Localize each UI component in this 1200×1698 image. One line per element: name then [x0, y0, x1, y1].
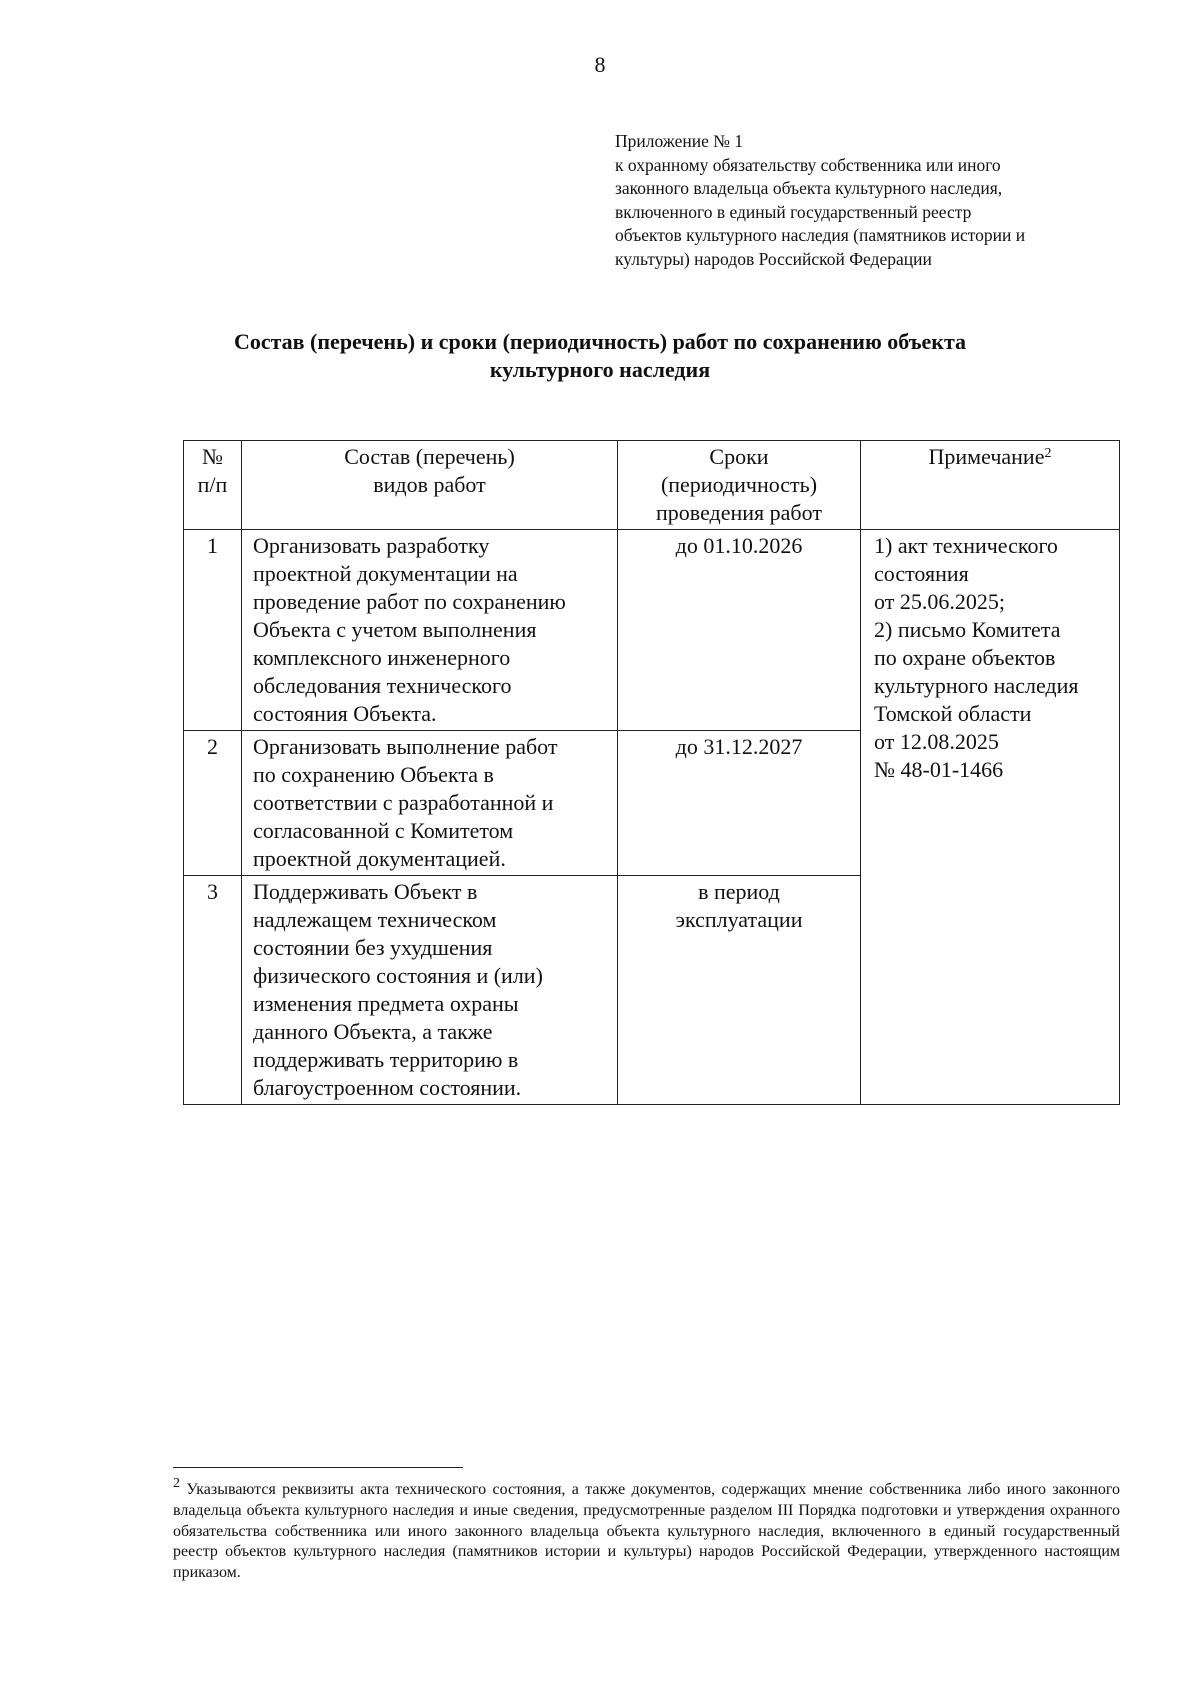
- footnote-marker: 2: [173, 1476, 180, 1491]
- title-line: культурного наследия: [489, 357, 711, 382]
- footnote-ref: 2: [1044, 446, 1052, 461]
- annex-line: Приложение № 1: [615, 131, 744, 151]
- header-line: Состав (перечень): [344, 444, 515, 469]
- row-term: [618, 530, 861, 731]
- note-line: Томской области: [874, 701, 1032, 726]
- cell-line: по сохранению Объекта в: [253, 762, 494, 787]
- footnote-separator: [173, 1467, 463, 1468]
- note-line: от 12.08.2025: [874, 729, 999, 754]
- cell-line: данного Объекта, а также: [253, 1019, 493, 1044]
- annex-line: законного владельца объекта культурного наследия,: [615, 178, 1003, 199]
- header-line: проведения работ: [656, 500, 822, 525]
- cell-line: соответствии с разработанной и: [253, 790, 554, 815]
- header-term: [618, 441, 861, 530]
- cell-line: надлежащем техническом: [253, 907, 497, 932]
- works-table: [183, 440, 1120, 1105]
- page-number: 8: [594, 52, 606, 77]
- footnote: [173, 1476, 1121, 1584]
- note-line: по охране объектов: [874, 645, 1056, 670]
- cell-line: обследования технического: [253, 673, 512, 698]
- note-line: 1) акт технического: [874, 533, 1058, 558]
- table-row: [184, 530, 1120, 731]
- annex-line: включенного в единый государственный реестр: [615, 201, 972, 222]
- cell-line: эксплуатации: [675, 907, 803, 932]
- row-term: [618, 731, 861, 876]
- row-note: [861, 530, 1120, 1105]
- title-line: Состав (перечень) и сроки (периодичность) работ по сохранению объекта: [233, 329, 967, 354]
- note-line: 2) письмо Комитета: [874, 617, 1061, 642]
- cell-line: комплексного инженерного: [253, 645, 511, 670]
- table-header-row: [184, 441, 1120, 530]
- row-term: [618, 876, 861, 1105]
- cell-line: в период: [698, 879, 780, 904]
- note-line: от 25.06.2025;: [874, 589, 1005, 614]
- header-note: [861, 441, 1120, 530]
- cell-line: проектной документации на: [253, 561, 518, 586]
- row-works: [242, 876, 618, 1105]
- annex-line: к охранному обязательству собственника или иного: [615, 154, 1001, 175]
- cell-line: Организовать разработку: [253, 533, 490, 558]
- annex-line: культуры) народов Российской Федерации: [615, 248, 932, 269]
- cell-line: состоянии без ухудшения: [253, 935, 493, 960]
- cell-line: до 01.10.2026: [675, 533, 803, 558]
- annex-line: объектов культурного наследия (памятников истории и: [615, 225, 1026, 246]
- cell-line: благоустроенном состоянии.: [253, 1075, 522, 1100]
- row-num: 1: [184, 530, 242, 731]
- cell-line: Поддерживать Объект в: [253, 879, 478, 904]
- row-works: [242, 731, 618, 876]
- cell-line: Организовать выполнение работ: [253, 734, 558, 759]
- cell-line: поддерживать территорию в: [253, 1047, 519, 1072]
- cell-line: Объекта с учетом выполнения: [253, 617, 537, 642]
- cell-line: физического состояния и (или): [253, 963, 543, 988]
- annex-header: [615, 130, 1115, 272]
- row-works: [242, 530, 618, 731]
- header-line: №: [202, 444, 223, 469]
- footnote-text: Указываются реквизиты акта технического состояния, а также документов, содержащих мнение собственника либо иного законного владельца объекта культурного наследия и иные сведения, предусмотренные разделом III Порядка подготовки и утверждения охранного обязательства собственника или иного законного владельца объекта культурного наследия, включенного в единый государственный реестр объектов культурного наследия (памятников истории и культуры) народов Российской Федерации, утвержденного настоящим приказом.: [173, 1481, 1121, 1582]
- header-line: Сроки: [709, 444, 769, 469]
- cell-line: до 31.12.2027: [675, 734, 803, 759]
- header-num: [184, 441, 242, 530]
- header-line: видов работ: [373, 472, 486, 497]
- cell-line: состояния Объекта.: [253, 701, 437, 726]
- cell-line: проектной документацией.: [253, 846, 506, 871]
- cell-line: изменения предмета охраны: [253, 991, 519, 1016]
- header-line: (периодичность): [660, 472, 818, 497]
- header-line: п/п: [197, 472, 228, 497]
- row-num: 3: [184, 876, 242, 1105]
- header-note-label: Примечание: [928, 444, 1045, 469]
- note-line: состояния: [874, 561, 969, 586]
- note-line: № 48-01-1466: [874, 757, 1004, 782]
- note-line: культурного наследия: [874, 673, 1079, 698]
- row-num: 2: [184, 731, 242, 876]
- cell-line: проведение работ по сохранению: [253, 589, 566, 614]
- header-works: [242, 441, 618, 530]
- document-title: [0, 328, 1200, 384]
- cell-line: согласованной с Комитетом: [253, 818, 514, 843]
